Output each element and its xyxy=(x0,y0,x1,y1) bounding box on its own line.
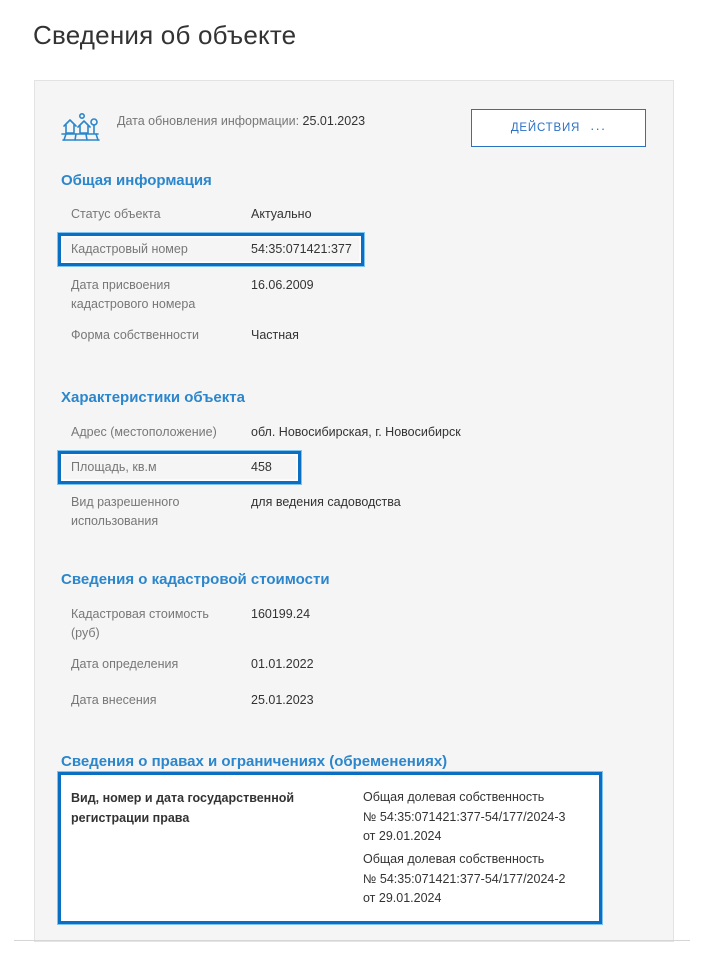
address-value: обл. Новосибирская, г. Новосибирск xyxy=(251,425,461,439)
row-label: Вид разрешенного использования xyxy=(71,495,180,528)
section-title-rights: Сведения о правах и ограничениях (обременениях) xyxy=(61,753,448,770)
area-value: 458 xyxy=(251,460,272,474)
rights-label: Вид, номер и дата государственной регистрации права xyxy=(71,791,295,825)
section-title-general: Общая информация xyxy=(61,172,212,189)
row-label: Дата внесения xyxy=(71,693,157,707)
row-label: Дата определения xyxy=(71,657,179,671)
cadastral-number-value: 54:35:071421:377 xyxy=(251,242,352,256)
row-value: 16.06.2009 xyxy=(251,278,314,292)
row-label: Форма собственности xyxy=(71,328,199,342)
right-type: Общая долевая собственность xyxy=(363,852,545,866)
update-info xyxy=(117,114,365,128)
row-label: Адрес (местоположение) xyxy=(71,425,217,439)
row-label: Кадастровая стоимость (руб) xyxy=(71,607,209,640)
right-date: от 29.01.2024 xyxy=(363,829,442,843)
row-label: Кадастровый номер xyxy=(71,242,188,256)
actions-button[interactable] xyxy=(471,109,646,147)
update-date: 25.01.2023 xyxy=(302,114,366,128)
right-number: № 54:35:071421:377-54/177/2024-2 xyxy=(363,871,566,886)
row-label: Статус объекта xyxy=(71,207,161,221)
right-date: от 29.01.2024 xyxy=(363,891,442,905)
more-dots-icon: ··· xyxy=(590,120,607,136)
page-title: Сведения об объекте xyxy=(33,20,297,50)
row-label: Дата присвоения кадастрового номера xyxy=(71,278,196,311)
actions-label: ДЕЙСТВИЯ xyxy=(510,122,581,134)
row-value: для ведения садоводства xyxy=(251,495,401,509)
right-number: № 54:35:071421:377-54/177/2024-3 xyxy=(363,809,566,824)
right-entry xyxy=(363,788,593,847)
right-entry xyxy=(363,850,593,909)
row-value: Актуально xyxy=(251,207,312,221)
row-value: 25.01.2023 xyxy=(251,693,314,707)
divider xyxy=(14,940,690,941)
row-value: 01.01.2022 xyxy=(251,657,314,671)
land-plot-icon xyxy=(60,112,100,144)
row-label: Площадь, кв.м xyxy=(71,460,157,474)
section-title-cadastral-value: Сведения о кадастровой стоимости xyxy=(61,571,330,588)
cadastral-value-amount: 160199.24 xyxy=(251,607,311,621)
update-label: Дата обновления информации: xyxy=(117,114,300,128)
section-title-characteristics: Характеристики объекта xyxy=(61,389,245,406)
row-value: Частная xyxy=(251,328,299,342)
right-type: Общая долевая собственность xyxy=(363,790,545,804)
